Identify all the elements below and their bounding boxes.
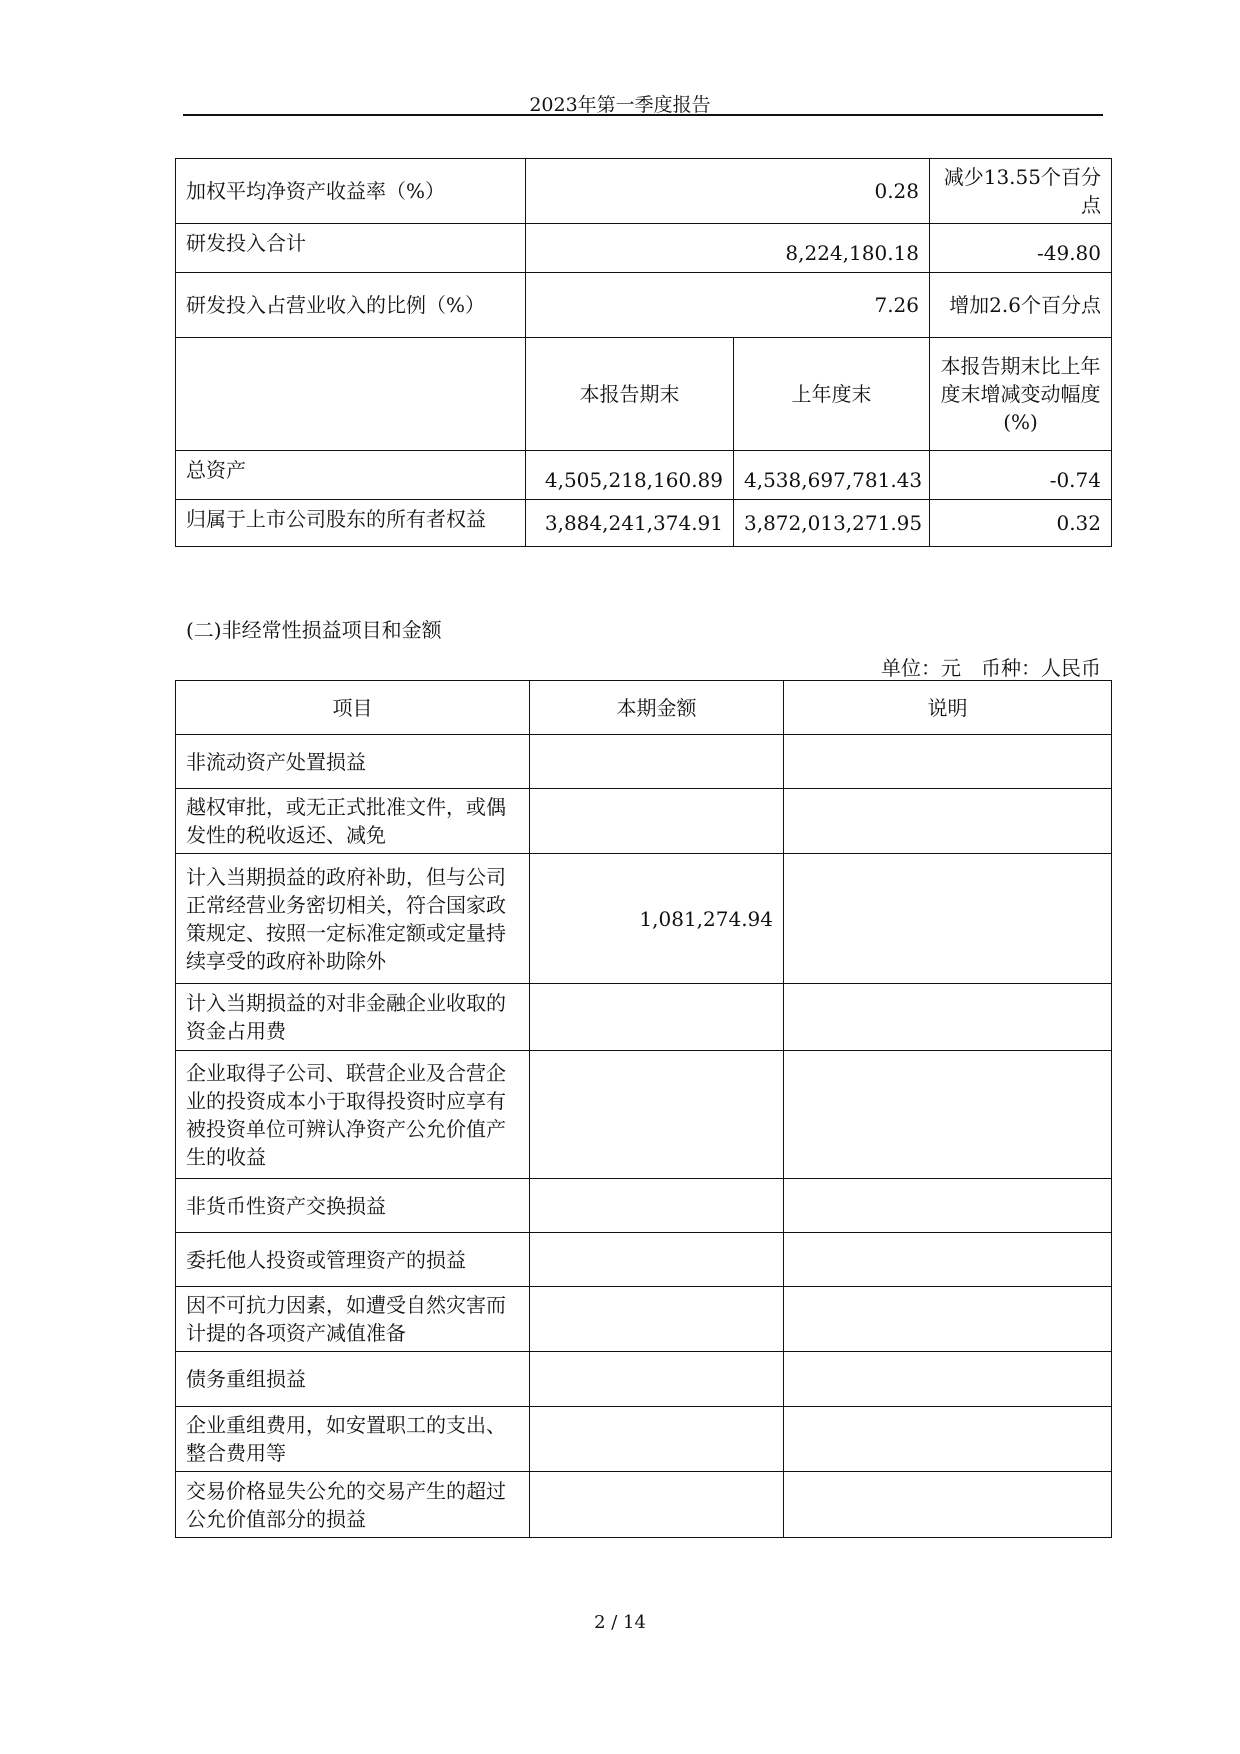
item-note — [784, 789, 1112, 854]
non-recurring-items-table — [175, 680, 1112, 1538]
header-item: 项目 — [176, 681, 530, 735]
item-note — [784, 854, 1112, 984]
section-title: (二)非经常性损益项目和金额 — [186, 618, 442, 642]
table-row — [176, 1407, 1112, 1472]
row-last-year: 4,538,697,781.43 — [734, 451, 930, 500]
item-amount — [530, 984, 784, 1051]
row-change: 0.32 — [930, 500, 1112, 547]
header-note: 说明 — [784, 681, 1112, 735]
page-header: 2023年第一季度报告 — [529, 94, 711, 116]
item-note — [784, 984, 1112, 1051]
table-row — [176, 854, 1112, 984]
table-row — [176, 451, 1112, 500]
row-label: 研发投入占营业收入的比例（%） — [176, 273, 526, 338]
table-row — [176, 984, 1112, 1051]
item-label: 计入当期损益的对非金融企业收取的资金占用费 — [176, 984, 530, 1051]
row-value: 8,224,180.18 — [526, 224, 930, 273]
item-note — [784, 1287, 1112, 1352]
table-row — [176, 1352, 1112, 1407]
item-label: 非流动资产处置损益 — [176, 735, 530, 789]
item-amount — [530, 735, 784, 789]
table-row — [176, 224, 1112, 273]
table-row — [176, 500, 1112, 547]
item-note — [784, 1407, 1112, 1472]
header-divider — [183, 114, 1103, 116]
item-amount — [530, 1233, 784, 1287]
row-value: 7.26 — [526, 273, 930, 338]
row-change: -0.74 — [930, 451, 1112, 500]
header-amount: 本期金额 — [530, 681, 784, 735]
column-header-row — [176, 338, 1112, 451]
item-note — [784, 735, 1112, 789]
item-amount — [530, 789, 784, 854]
table-row — [176, 1179, 1112, 1233]
row-change: -49.80 — [930, 224, 1112, 273]
table-row — [176, 1287, 1112, 1352]
column-header-row — [176, 681, 1112, 735]
item-label: 非货币性资产交换损益 — [176, 1179, 530, 1233]
item-amount — [530, 1352, 784, 1407]
header-last-year: 上年度末 — [734, 338, 930, 451]
row-change: 增加2.6个百分点 — [930, 273, 1112, 338]
header-empty — [176, 338, 526, 451]
header-current-period: 本报告期末 — [526, 338, 734, 451]
item-amount: 1,081,274.94 — [530, 854, 784, 984]
key-financials-table — [175, 158, 1112, 547]
item-note — [784, 1233, 1112, 1287]
row-label: 归属于上市公司股东的所有者权益 — [176, 500, 526, 547]
row-change: 减少13.55个百分点 — [930, 159, 1112, 224]
table-row — [176, 1233, 1112, 1287]
row-last-year: 3,872,013,271.95 — [734, 500, 930, 547]
row-label: 总资产 — [176, 451, 526, 500]
item-note — [784, 1179, 1112, 1233]
item-note — [784, 1051, 1112, 1179]
item-amount — [530, 1287, 784, 1352]
page-number: 2 / 14 — [594, 1612, 646, 1633]
table-row — [176, 735, 1112, 789]
table-row — [176, 1051, 1112, 1179]
row-current: 3,884,241,374.91 — [526, 500, 734, 547]
item-amount — [530, 1407, 784, 1472]
item-label: 企业取得子公司、联营企业及合营企业的投资成本小于取得投资时应享有被投资单位可辨认净资产公允价值产生的收益 — [176, 1051, 530, 1179]
row-value: 0.28 — [526, 159, 930, 224]
item-note — [784, 1352, 1112, 1407]
table-row — [176, 273, 1112, 338]
item-label: 计入当期损益的政府补助，但与公司正常经营业务密切相关，符合国家政策规定、按照一定标准定额或定量持续享受的政府补助除外 — [176, 854, 530, 984]
row-label: 加权平均净资产收益率（%） — [176, 159, 526, 224]
item-label: 委托他人投资或管理资产的损益 — [176, 1233, 530, 1287]
item-label: 交易价格显失公允的交易产生的超过公允价值部分的损益 — [176, 1472, 530, 1538]
unit-note: 单位：元 币种：人民币 — [881, 656, 1101, 680]
item-amount — [530, 1051, 784, 1179]
row-current: 4,505,218,160.89 — [526, 451, 734, 500]
item-amount — [530, 1179, 784, 1233]
item-label: 债务重组损益 — [176, 1352, 530, 1407]
table-row — [176, 789, 1112, 854]
item-note — [784, 1472, 1112, 1538]
header-change: 本报告期末比上年度末增减变动幅度(%) — [930, 338, 1112, 451]
item-label: 因不可抗力因素，如遭受自然灾害而计提的各项资产减值准备 — [176, 1287, 530, 1352]
item-label: 越权审批，或无正式批准文件，或偶发性的税收返还、减免 — [176, 789, 530, 854]
table-row — [176, 159, 1112, 224]
item-amount — [530, 1472, 784, 1538]
table-row — [176, 1472, 1112, 1538]
row-label: 研发投入合计 — [176, 224, 526, 273]
item-label: 企业重组费用，如安置职工的支出、整合费用等 — [176, 1407, 530, 1472]
